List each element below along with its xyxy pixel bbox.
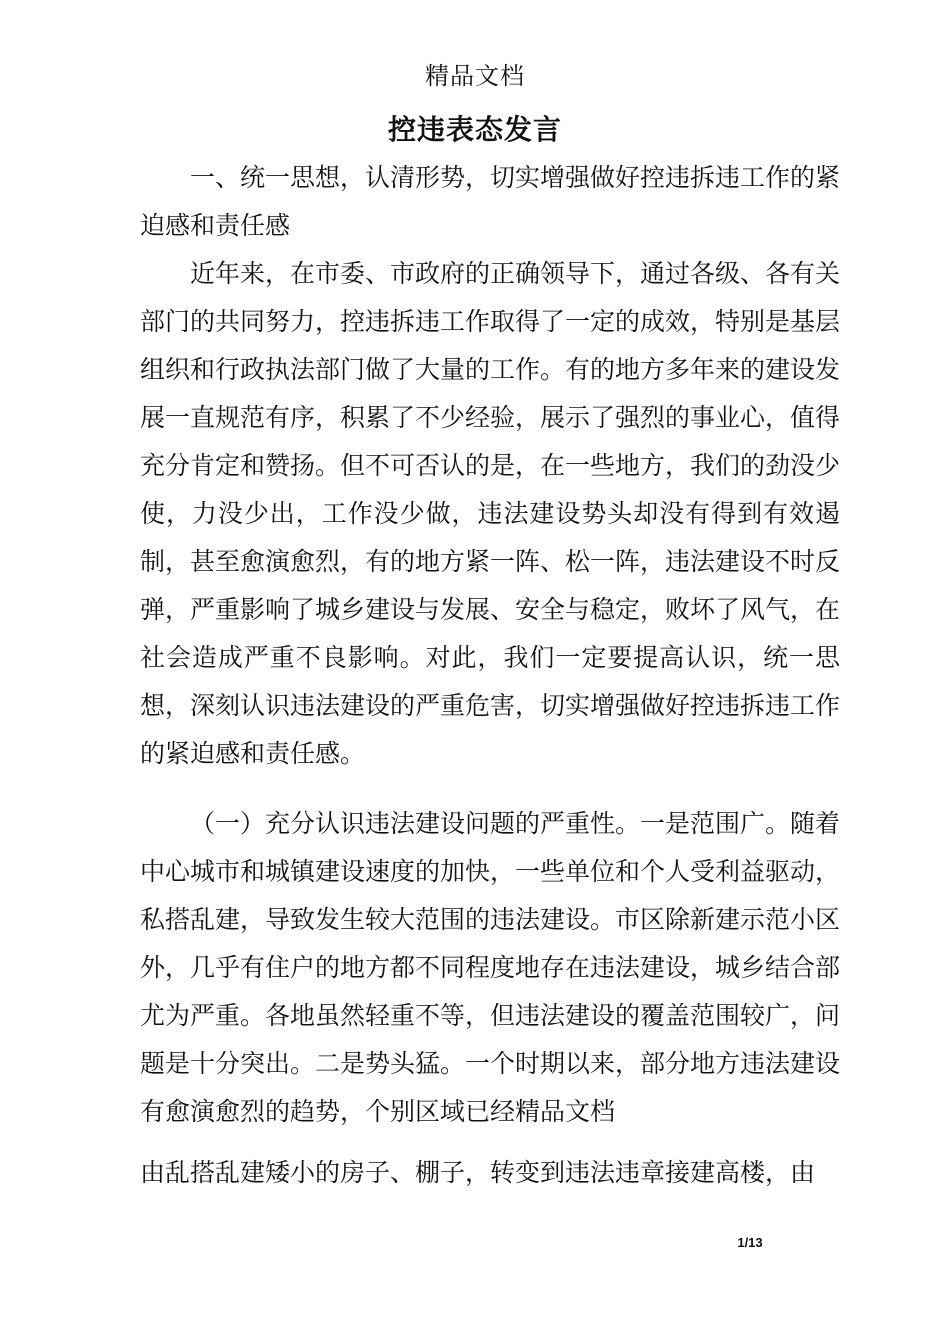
paragraph-3-text: 由乱搭乱建矮小的房子、棚子，转变到违法违章接建高楼，由 [140,1158,816,1187]
page-header: 精品文档 [425,62,525,90]
page-number: 1/13 [737,1235,763,1250]
paragraph-2-text: （一）充分认识违法建设问题的严重性。一是范围广。随着中心城市和城镇建设速度的加快，一些单位和个人受利益驱动，私搭乱建，导致发生较大范围的违法建设。市区除新建示范小区外，几乎有住户的地方都不同程度地存在违法建设，城乡结合部尤为严重。各地虽然轻重不等，但违法建设的覆盖范围较广，问题是十分突出。二是势头猛。一个时期以来，部分地方违法建设有愈演愈烈的趋势，个别区域已经精品文档 [140,809,841,1126]
section-heading [140,154,840,250]
paragraph-2 [140,800,840,1136]
document-title: 控违表态发言 [387,113,562,146]
paragraph-1 [140,250,840,778]
paragraph-1-text: 近年来，在市委、市政府的正确领导下，通过各级、各有关部门的共同努力，控违拆违工作取得了一定的成效，特别是基层组织和行政执法部门做了大量的工作。有的地方多年来的建设发展一直规范有序，积累了不少经验，展示了强烈的事业心，值得充分肯定和赞扬。但不可否认的是，在一些地方，我们的劲没少使，力没少出，工作没少做，违法建设势头却没有得到有效遏制，甚至愈演愈烈，有的地方紧一阵、松一阵，违法建设不时反弹，严重影响了城乡建设与发展、安全与稳定，败坏了风气，在社会造成严重不良影响。对此，我们一定要提高认识，统一思想，深刻认识违法建设的严重危害，切实增强做好控违拆违工作的紧迫感和责任感。 [140,259,841,768]
section-heading-text: 一、统一思想，认清形势，切实增强做好控违拆违工作的紧迫感和责任感 [140,163,841,240]
